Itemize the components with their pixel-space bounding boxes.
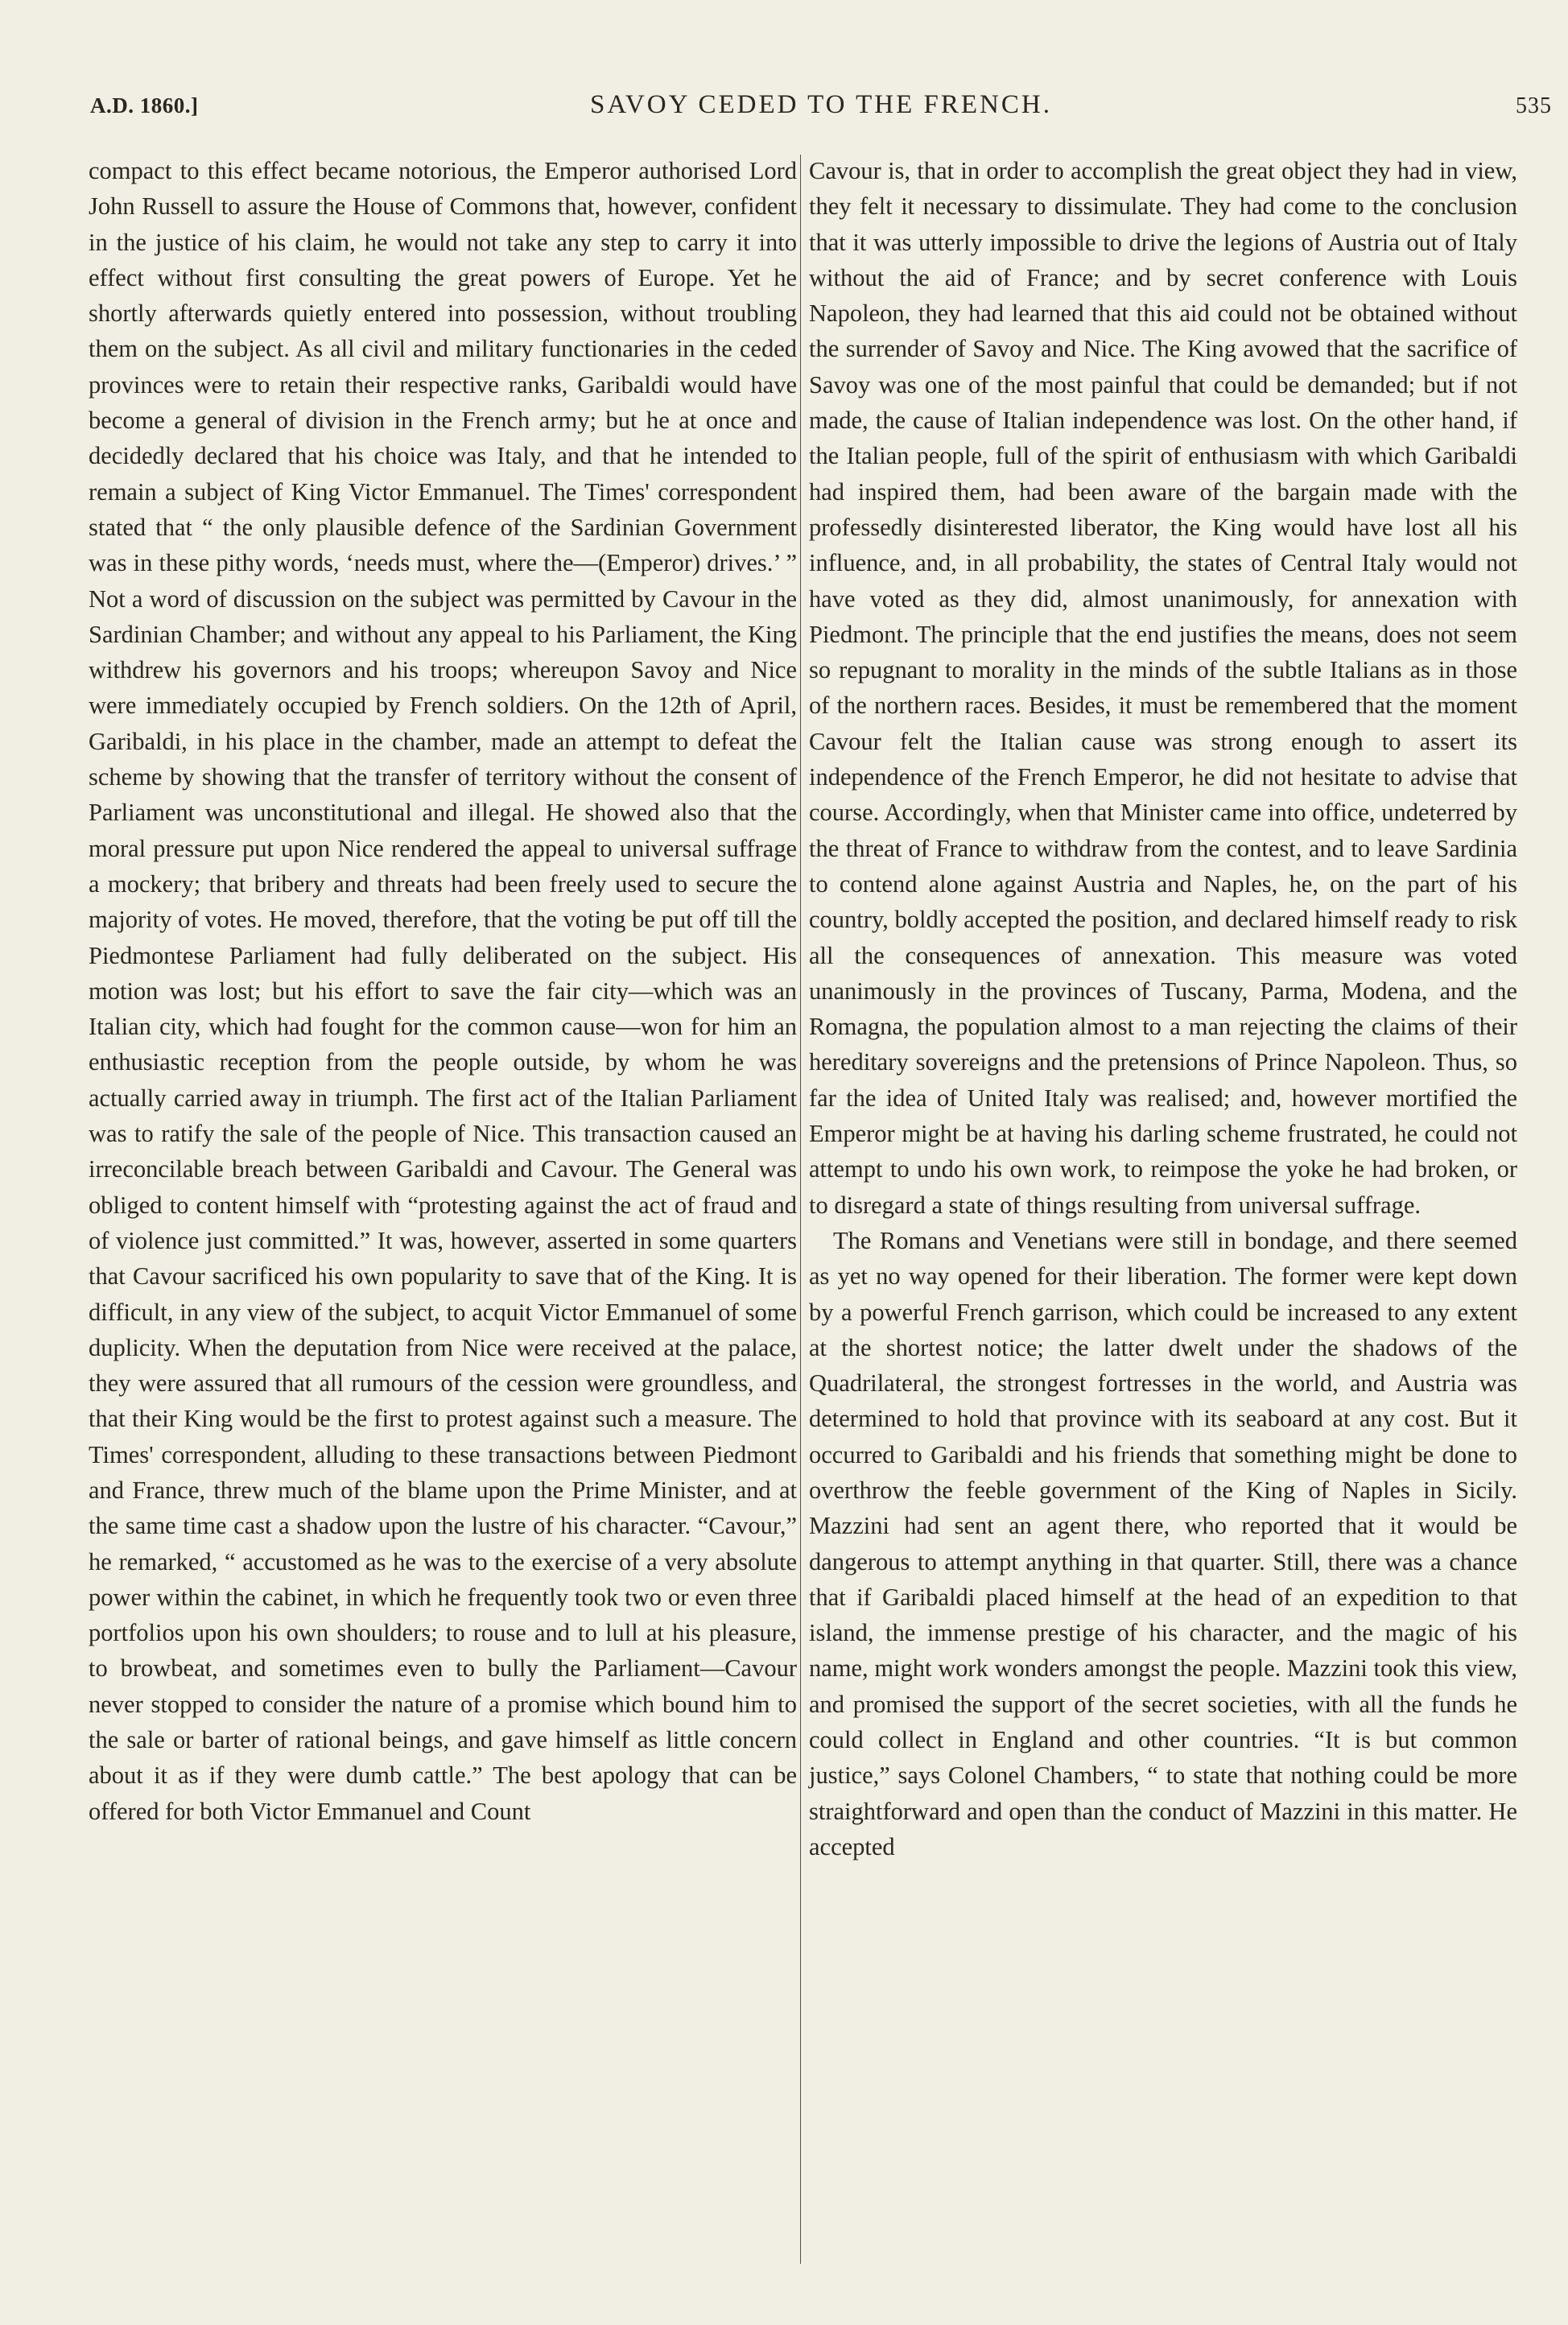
left-column (89, 153, 797, 2311)
running-head-title: SAVOY CEDED TO THE FRENCH. (590, 90, 1052, 119)
running-head-date: A.D. 1860.] (90, 93, 199, 118)
right-column-paragraph-2: The Romans and Venetians were still in bondage, and there seemed as yet no way opened for their liberation. The former were kept down by a powerful French garrison, which could be increased to any extent at the shortest notice; the latter dwelt under the shadows of the Quadrilateral, the strongest fortresses in the world, and Austria was determined to hold that province with its seaboard at any cost. But it occurred to Garibaldi and his friends that something might be done to overthrow the feeble government of the King of Naples in Sicily. Mazzini had sent an agent there, who reported that it would be dangerous to attempt anything in that quarter. Still, there was a chance that if Garibaldi placed himself at the head of an expedition to that island, the immense prestige of his character, and the magic of his name, might work wonders amongst the people. Mazzini took this view, and promised the support of the secret societies, with all the funds he could collect in England and other countries. “It is but common justice,” says Colonel Chambers, “ to state that nothing could be more straightforward and open than the conduct of Mazzini in this matter. He accepted (809, 1226, 1517, 1860)
column-divider (800, 155, 801, 2264)
page-number: 535 (1516, 93, 1552, 118)
right-column-paragraph-1: Cavour is, that in order to accomplish the great object they had in view, they felt it necessary to dissimulate. They had come to the conclusion that it was utterly impossible to drive the legions of Austria out of Italy without the aid of France; and by secret conference with Louis Napoleon, they had learned that this aid could not be obtained without the surrender of Savoy and Nice. The King avowed that the sacrifice of Savoy was one of the most painful that could be demanded; but if not made, the cause of Italian independence was lost. On the other hand, if the Italian people, full of the spirit of enthusiasm with which Garibaldi had inspired them, had been aware of the bargain made with the professedly disinterested liberator, the King would have lost all his influence, and, in all probability, the states of Central Italy would not have voted as they did, almost unanimously, for annexation with Piedmont. The principle that the end justifies the means, does not seem so repugnant to morality in the minds of the subtle Italians as in those of the northern races. Besides, it must be remembered that the moment Cavour felt the Italian cause was strong enough to assert its independence of the French Emperor, he did not hesitate to advise that course. Accordingly, when that Minister came into office, undeterred by the threat of France to withdraw from the contest, and to leave Sardinia to contend alone against Austria and Naples, he, on the part of his country, boldly accepted the position, and declared himself ready to risk all the consequences of annexation. This measure was voted unanimously in the provinces of Tuscany, Parma, Modena, and the Romagna, the population almost to a man rejecting the claims of their hereditary sovereigns and the pretensions of Prince Napoleon. Thus, so far the idea of United Italy was realised; and, however mortified the Emperor might be at having his darling scheme frustrated, he could not attempt to undo his own work, to reimpose the yoke he had broken, or to disregard a state of things resulting from universal suffrage. (809, 157, 1517, 1219)
running-head (90, 87, 1552, 129)
left-column-paragraph-1: compact to this effect became notorious, the Emperor authorised Lord John Russell to assure the House of Commons that, however, confident in the justice of his claim, he would not take any step to carry it into effect without first consulting the great powers of Europe. Yet he shortly afterwards quietly entered into possession, without troubling them on the subject. As all civil and military functionaries in the ceded provinces were to retain their respective ranks, Garibaldi would have become a general of division in the French army; but he at once and decidedly declared that his choice was Italy, and that he intended to remain a subject of King Victor Emmanuel. The Times' correspondent stated that “ the only plausible defence of the Sardinian Government was in these pithy words, ‘needs must, where the—(Emperor) drives.’ ” Not a word of discussion on the subject was permitted by Cavour in the Sardinian Chamber; and without any appeal to his Parliament, the King withdrew his governors and his troops; whereupon Savoy and Nice were immediately occupied by French soldiers. On the 12th of April, Garibaldi, in his place in the chamber, made an attempt to defeat the scheme by showing that the transfer of territory without the consent of Parliament was unconstitutional and illegal. He showed also that the moral pressure put upon Nice rendered the appeal to universal suffrage a mockery; that bribery and threats had been freely used to secure the majority of votes. He moved, therefore, that the voting be put off till the Piedmontese Parliament had fully deliberated on the subject. His motion was lost; but his effort to save the fair city—which was an Italian city, which had fought for the common cause—won for him an enthusiastic reception from the people outside, by whom he was actually carried away in triumph. The first act of the Italian Parliament was to ratify the sale of the people of Nice. This transaction caused an irreconcilable breach between Garibaldi and Cavour. The General was obliged to content himself with “protesting against the act of fraud and of violence just committed.” It was, however, asserted in some quarters that Cavour sacrificed his own popularity to save that of the King. It is difficult, in any view of the subject, to acquit Victor Emmanuel of some duplicity. When the deputation from Nice were received at the palace, they were assured that all rumours of the cession were groundless, and that their King would be the first to protest against such a measure. The Times' correspondent, alluding to these transactions between Piedmont and France, threw much of the blame upon the Prime Minister, and at the same time cast a shadow upon the lustre of his character. “Cavour,” he remarked, “ accustomed as he was to the exercise of a very absolute power within the cabinet, in which he frequently took two or even three portfolios upon his own shoulders; to rouse and to lull at his pleasure, to browbeat, and sometimes even to bully the Parliament—Cavour never stopped to consider the nature of a promise which bound him to the sale or barter of rational beings, and gave himself as little concern about it as if they were dumb cattle.” The best apology that can be offered for both Victor Emmanuel and Count (89, 157, 797, 1825)
right-column (809, 153, 1517, 2311)
